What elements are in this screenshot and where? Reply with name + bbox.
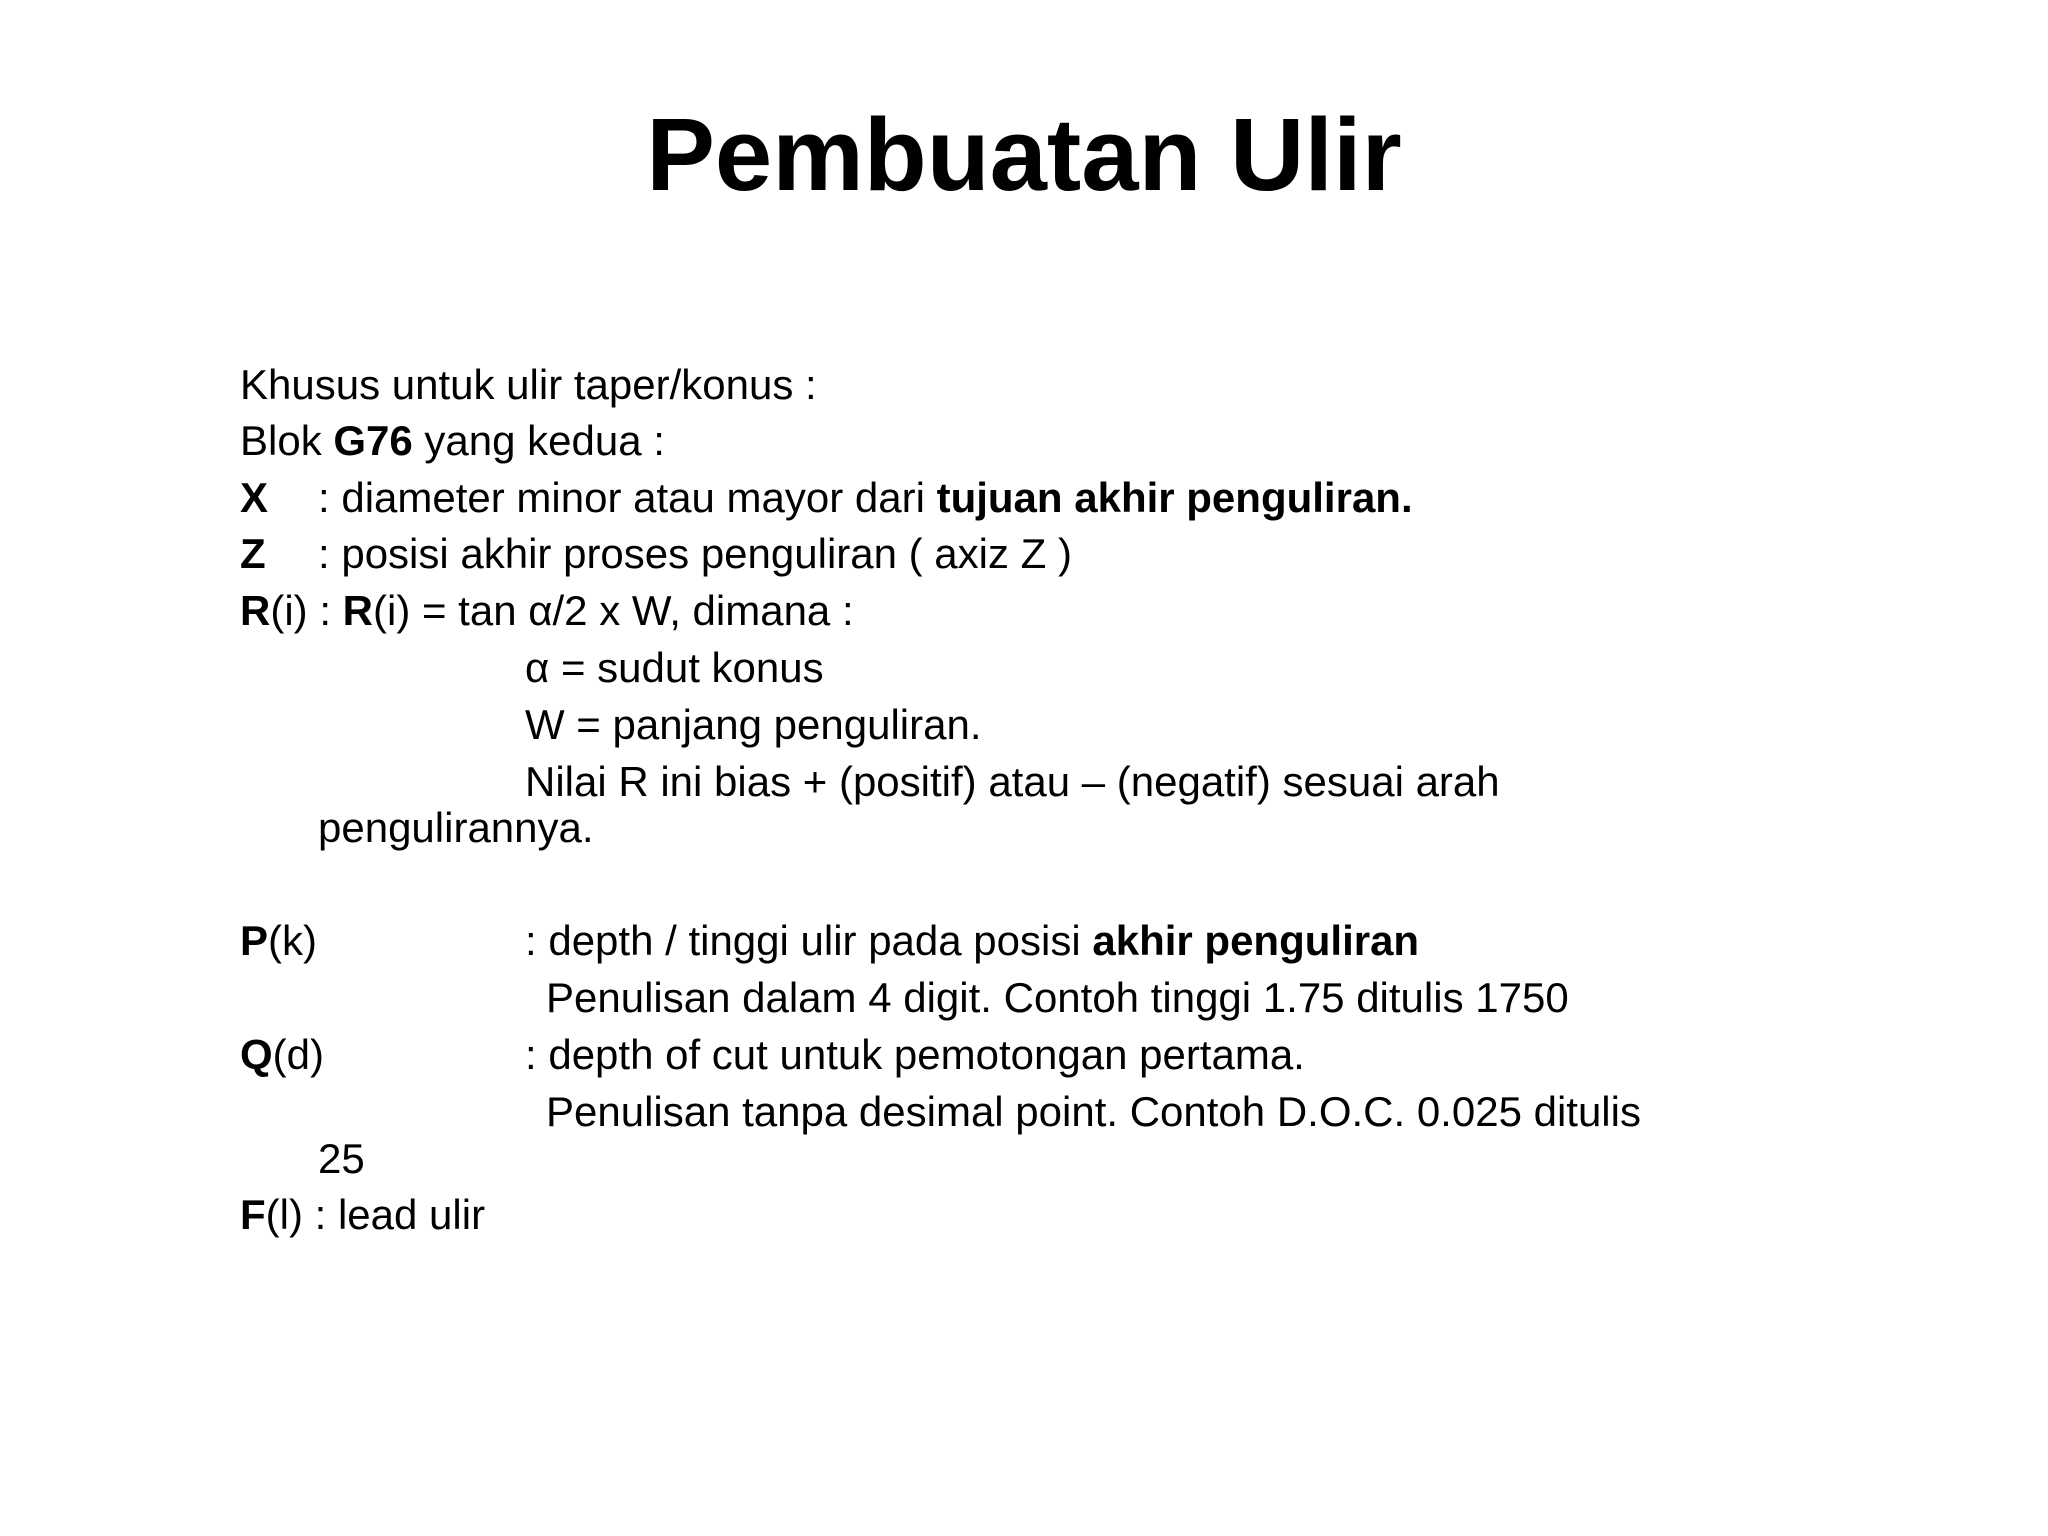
q-param-description: : depth of cut untuk pemotongan pertama.: [525, 1031, 1305, 1078]
q-param-note: Penulisan tanpa desimal point. Contoh D.O.C. 0.025 ditulis: [546, 1088, 1641, 1135]
block-code: G76: [333, 417, 413, 464]
r-sign-note: Nilai R ini bias + (positif) atau – (negatif) sesuai arah: [525, 758, 1500, 805]
r-param-key: R: [240, 587, 271, 634]
f-param-line: [240, 1190, 485, 1240]
z-param-key: Z: [240, 530, 266, 577]
f-param-key: F: [240, 1191, 266, 1238]
alpha-definition: α = sudut konus: [525, 644, 824, 691]
x-param-description: [318, 473, 1413, 523]
f-param-description: (l) : lead ulir: [265, 1191, 486, 1238]
p-param-arg: (k): [268, 917, 317, 964]
r-param-line: [240, 586, 854, 636]
q-param-note-continued: 25: [318, 1135, 365, 1182]
x-param-emphasis: tujuan akhir penguliran.: [936, 474, 1413, 521]
x-param-key: X: [240, 474, 269, 521]
p-param-text: : depth / tinggi ulir pada posisi: [525, 917, 1093, 964]
slide-title: Pembuatan Ulir: [646, 97, 1402, 212]
block-prefix: Blok: [240, 417, 334, 464]
intro-line: Khusus untuk ulir taper/konus :: [240, 361, 817, 408]
block-line: [240, 416, 665, 466]
q-param-label: [240, 1030, 324, 1080]
p-param-note: Penulisan dalam 4 digit. Contoh tinggi 1.75 ditulis 1750: [546, 974, 1569, 1021]
q-param-key: Q: [240, 1031, 273, 1078]
r-param-formula: (i) = tan α/2 x W, dimana :: [373, 587, 854, 634]
r-param-key-repeat: R: [342, 587, 373, 634]
p-param-label: [240, 916, 317, 966]
r-sign-note-continued: pengulirannya.: [318, 804, 594, 851]
block-suffix: yang kedua :: [412, 417, 665, 464]
p-param-emphasis: akhir penguliran: [1092, 917, 1420, 964]
x-param-text: : diameter minor atau mayor dari: [318, 474, 937, 521]
r-param-arg: (i) :: [270, 587, 343, 634]
q-param-arg: (d): [272, 1031, 325, 1078]
p-param-key: P: [240, 917, 269, 964]
w-definition: W = panjang penguliran.: [525, 701, 982, 748]
p-param-description: [525, 916, 1419, 966]
z-param-description: : posisi akhir proses penguliran ( axiz Z ): [318, 530, 1072, 577]
